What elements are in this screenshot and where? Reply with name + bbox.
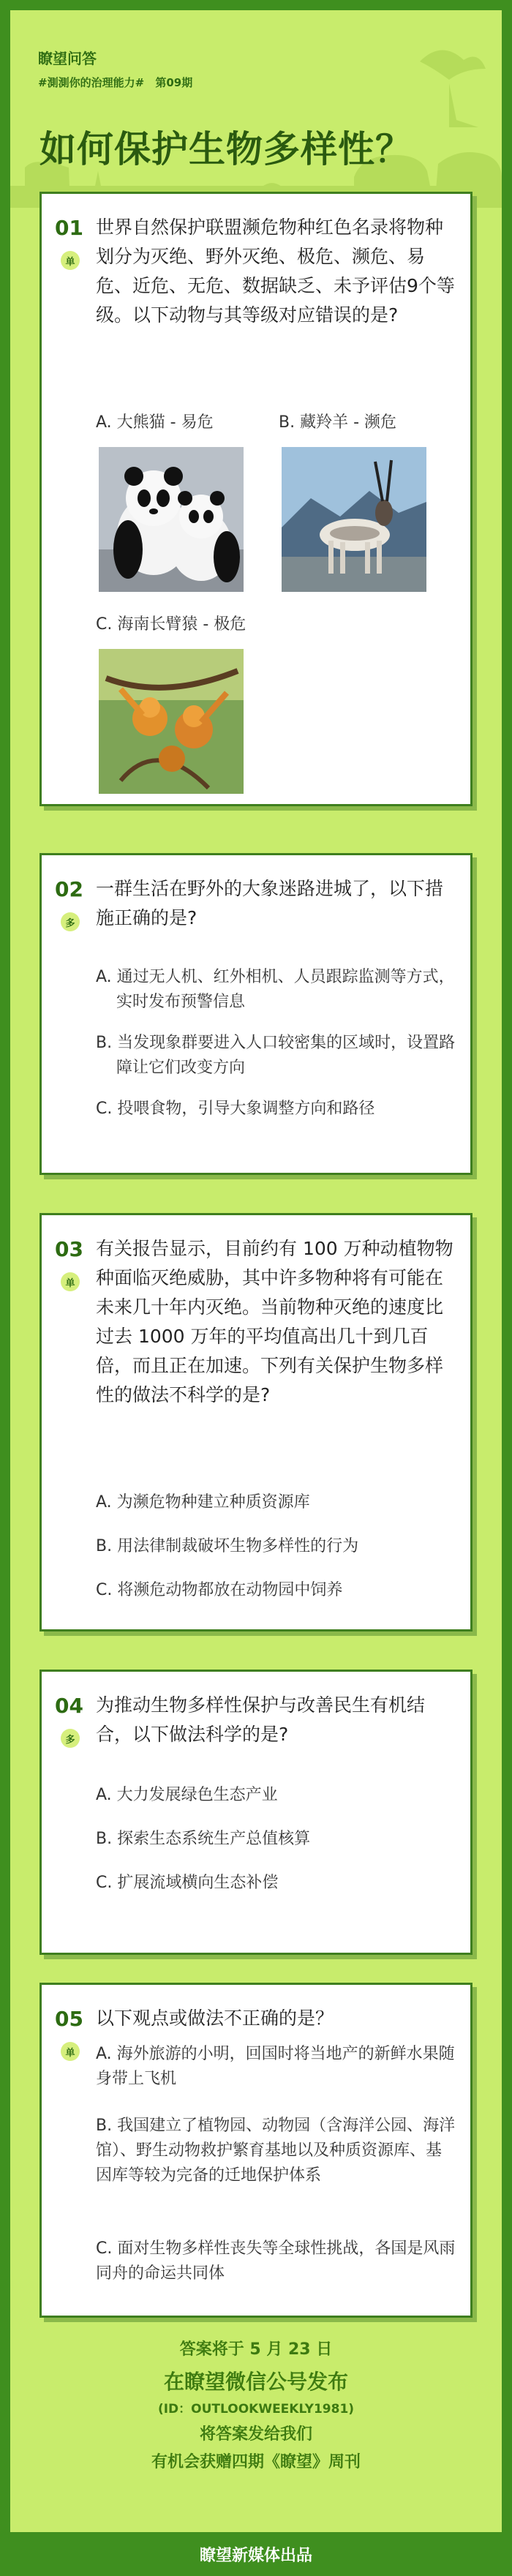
- hashtag: #測測你的治理能力#: [38, 76, 145, 89]
- question-text: 一群生活在野外的大象迷路进城了，以下措施正确的是?: [96, 878, 444, 928]
- publish-channel: 在瞭望微信公号发布: [163, 2370, 348, 2394]
- tibetan-antelope-image: [282, 447, 426, 592]
- question-type-badge: 多: [61, 912, 80, 931]
- question-number: 01: [55, 216, 83, 240]
- question-number: 02: [55, 877, 83, 901]
- option-a[interactable]: A. 通过无人机、红外相机、人员跟踪监测等方式，实时发布预警信息: [96, 968, 455, 1011]
- publisher-label: 瞭望新媒体出品: [0, 2532, 512, 2576]
- question-type-badge: 多: [61, 1729, 80, 1748]
- option-b[interactable]: B. 用法律制裁破坏生物多样性的行为: [96, 1537, 359, 1555]
- option-c[interactable]: C. 投喂食物，引导大象调整方向和路径: [96, 1100, 375, 1118]
- question-card-4: [39, 1670, 473, 1955]
- question-card-2: [39, 853, 473, 1175]
- question-number: 03: [55, 1237, 83, 1261]
- poster-frame: [10, 10, 502, 2566]
- option-a[interactable]: A. 海外旅游的小明，回国时将当地产的新鲜水果随身带上飞机: [96, 2045, 455, 2088]
- option-b[interactable]: B. 藏羚羊 - 濒危: [279, 413, 397, 432]
- question-text: 以下观点或做法不正确的是？: [96, 2008, 334, 2029]
- question-type-badge: 单: [61, 1272, 80, 1291]
- submit-prompt: 将答案发给我们: [199, 2425, 312, 2444]
- animal-silhouettes-illustration: [10, 10, 502, 208]
- question-text: 为推动生物多样性保护与改善民生有机结合，以下做法科学的是?: [96, 1694, 426, 1745]
- option-b[interactable]: B. 探索生态系统生产总值核算: [96, 1830, 311, 1848]
- question-text: 世界自然保护联盟濒危物种红色名录将物种划分为灭绝、野外灭绝、极危、濒危、易危、近危、无危、数据缺乏、未予评估9个等级。以下动物与其等级对应错误的是?: [96, 217, 455, 326]
- answer-date: 答案将于 5 月 23 日: [179, 2340, 333, 2359]
- question-card-1: [39, 192, 473, 806]
- issue-number: 第09期: [155, 76, 193, 89]
- prize-text: 有机会获赠四期《瞭望》周刊: [151, 2453, 361, 2471]
- question-number: 04: [55, 1694, 83, 1718]
- brand-name: 瞭望问答: [38, 50, 97, 67]
- option-a[interactable]: A. 大熊猫 - 易危: [96, 413, 214, 432]
- question-text: 有关报告显示，目前约有 100 万种动植物物种面临灭绝威胁，其中许多物种将有可能在未来几十年内灭绝。当前物种灭绝的速度比过去 1000 万年的平均值高出几十到几百倍，而且正在加速。下列有关保护生物多样性的做法不科学的是?: [96, 1238, 453, 1405]
- option-c[interactable]: C. 海南长臂猿 - 极危: [96, 615, 246, 634]
- option-c[interactable]: C. 扩展流域横向生态补偿: [96, 1874, 279, 1892]
- option-a[interactable]: A. 大力发展绿色生态产业: [96, 1786, 278, 1804]
- issue-line: [38, 75, 200, 90]
- question-card-5: [39, 1983, 473, 2318]
- panda-image: [99, 447, 244, 592]
- question-number: 05: [55, 2007, 83, 2031]
- page-title: 如何保护生物多样性？: [39, 128, 413, 170]
- question-type-badge: 单: [61, 2042, 80, 2061]
- header: [10, 10, 502, 208]
- hainan-gibbon-image: [99, 649, 244, 794]
- option-c[interactable]: C. 将濒危动物都放在动物园中饲养: [96, 1581, 343, 1599]
- option-a[interactable]: A. 为濒危物种建立种质资源库: [96, 1493, 310, 1512]
- option-c[interactable]: C. 面对生物多样性丧失等全球性挑战，各国是风雨同舟的命运共同体: [96, 2239, 456, 2283]
- question-type-badge: 单: [61, 251, 80, 270]
- wechat-id: (ID：OUTLOOKWEEKLY1981): [157, 2402, 355, 2417]
- option-b[interactable]: B. 我国建立了植物园、动物园（含海洋公园、海洋馆）、野生动物救护繁育基地以及种质资源库、基因库等较为完备的迁地保护体系: [96, 2117, 456, 2185]
- question-card-3: [39, 1213, 473, 1631]
- option-b[interactable]: B. 当发现象群要进入人口较密集的区域时，设置路障让它们改变方向: [96, 1034, 456, 1077]
